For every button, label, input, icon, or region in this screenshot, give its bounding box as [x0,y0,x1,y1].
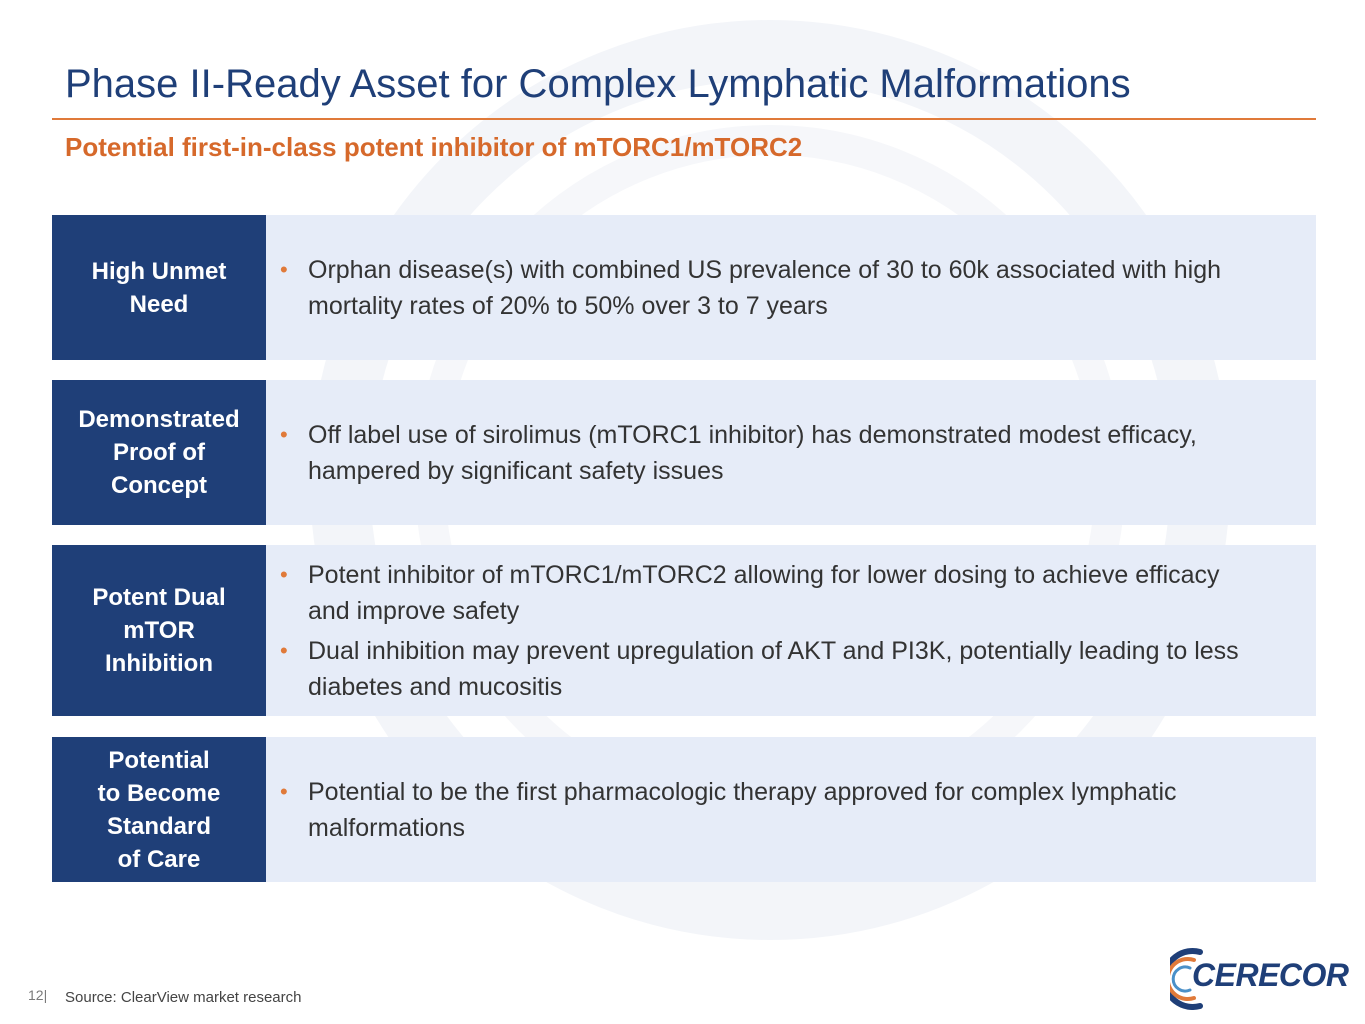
bullet-item [278,252,1266,324]
bullet-icon: • [280,256,288,282]
slide-subtitle: Potential first-in-class potent inhibitor of mTORC1/mTORC2 [65,132,803,162]
bullet-item [278,417,1266,489]
source-note: Source: ClearView market research [65,989,302,1006]
row-label: Demonstrated Proof of Concept [52,380,266,525]
row-dual-mtor-inhibition [52,545,1316,716]
bullet-icon: • [280,778,288,804]
bullet-text: Orphan disease(s) with combined US prevalence of 30 to 60k associated with high mortality rates of 20% to 50% over 3 to 7 years [308,255,1222,320]
bullet-item [278,774,1266,846]
bullet-icon: • [280,561,288,587]
bullet-item [278,633,1266,705]
row-body [266,545,1316,716]
bullet-item [278,557,1266,629]
bullet-text: Potent inhibitor of mTORC1/mTORC2 allowing for lower dosing to achieve efficacy and improve safety [308,560,1220,625]
bullet-icon: • [280,421,288,447]
page-number: 12| [28,987,48,1003]
title-divider [52,118,1316,120]
row-high-unmet-need [52,215,1316,360]
bullet-text: Potential to be the first pharmacologic therapy approved for complex lymphatic malformations [308,777,1177,842]
row-body [266,737,1316,882]
row-proof-of-concept [52,380,1316,525]
bullet-text: Off label use of sirolimus (mTORC1 inhibitor) has demonstrated modest efficacy, hampered by significant safety issues [308,420,1197,485]
slide-title: Phase II-Ready Asset for Complex Lymphatic Malformations [65,62,1131,106]
row-standard-of-care [52,737,1316,882]
row-body [266,215,1316,360]
row-label: Potential to Become Standard of Care [52,737,266,882]
row-body [266,380,1316,525]
logo-wordmark: CERECOR [1192,957,1349,993]
row-label: High Unmet Need [52,215,266,360]
row-label: Potent Dual mTOR Inhibition [52,545,266,716]
bullet-icon: • [280,637,288,663]
bullet-text: Dual inhibition may prevent upregulation of AKT and PI3K, potentially leading to less diabetes and mucositis [308,636,1239,701]
